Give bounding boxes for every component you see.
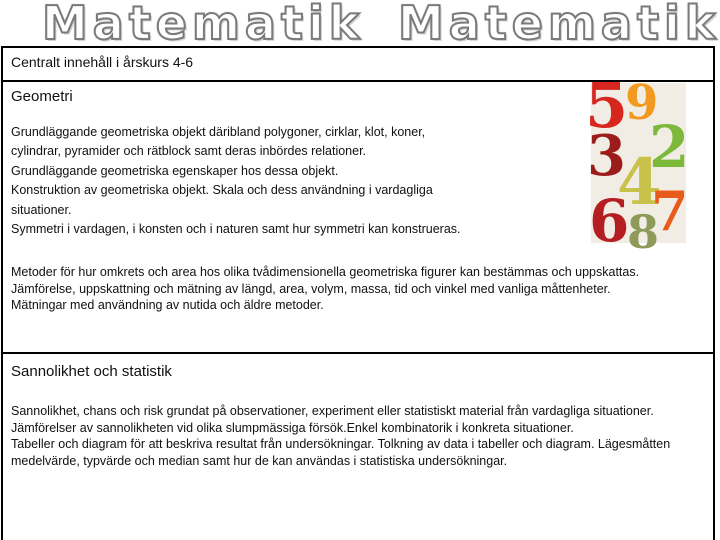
- geometri-line: Symmetri i vardagen, i konsten och i naturen samt hur symmetri kan konstrueras.: [11, 222, 461, 237]
- statistik-title: Sannolikhet och statistik: [11, 363, 172, 380]
- geometri-paragraph: Metoder för hur omkrets och area hos olika tvådimensionella geometriska figurer kan bestämmas och uppskattas.: [11, 265, 640, 279]
- picture-digit: 6: [589, 187, 630, 255]
- banner-word-left: Matematik: [42, 0, 365, 50]
- statistik-text: [11, 403, 701, 469]
- picture-digit: 8: [627, 205, 660, 259]
- geometri-paragraph: Jämförelse, uppskattning och mätning av längd, area, volym, massa, tid och vinkel med vanliga måttenheter.: [11, 281, 611, 296]
- geometri-text: [11, 123, 571, 239]
- geometri-line: cylindrar, pyramider och rätblock samt deras inbördes relationer.: [11, 144, 367, 159]
- picture-digit: 4: [617, 145, 662, 220]
- geometri-paragraph: Mätningar med användning av nutida och äldre metoder.: [11, 298, 324, 312]
- numbers-picture: [585, 69, 690, 259]
- geometri-line: Konstruktion av geometriska objekt. Skala och dess användning i vardagliga: [11, 183, 433, 198]
- banner-word-right: Matematik: [398, 0, 720, 50]
- picture-digit: 5: [585, 69, 629, 142]
- statistik-paragraph: Sannolikhet, chans och risk grundat på observationer, experiment eller statistiskt material från vardagliga situationer. Jämförelser av sannolikheten vid olika slumpmässiga försök.Enkel kombinatorik i konkreta situationer.: [11, 404, 654, 435]
- geometri-paragraphs: [11, 264, 701, 314]
- statistik-paragraph: Tabeller och diagram för att beskriva resultat från undersökningar. Tolkning av data i tabeller och diagram. Lägesmåtten medelvärde, typvärde och median samt hur de kan användas i statistiska undersökningar.: [11, 437, 671, 468]
- picture-digit: 3: [587, 123, 626, 189]
- header-title: Centralt innehåll i årskurs 4-6: [11, 54, 194, 70]
- picture-digit: 2: [649, 113, 690, 181]
- geometri-line: Grundläggande geometriska objekt däribland polygoner, cirklar, klot, koner,: [11, 125, 426, 139]
- picture-digit: 9: [625, 75, 659, 131]
- banner: [0, 0, 720, 50]
- picture-digit: 7: [651, 179, 689, 243]
- section-divider: [3, 352, 713, 354]
- geometri-line: situationer.: [11, 202, 72, 217]
- geometri-title: Geometri: [11, 88, 73, 105]
- geometri-line: Grundläggande geometriska egenskaper hos dessa objekt.: [11, 163, 339, 178]
